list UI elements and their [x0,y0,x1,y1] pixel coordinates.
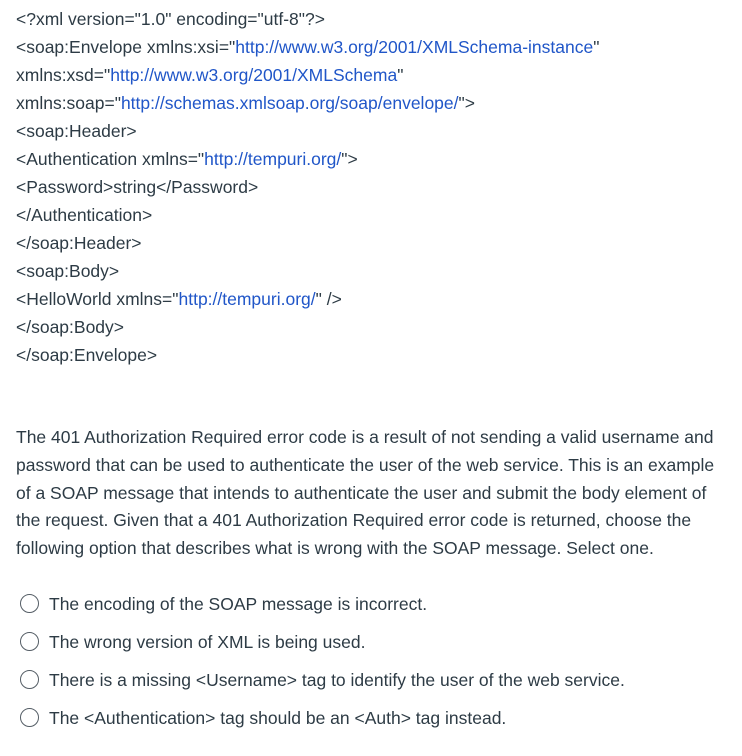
code-line [16,257,731,285]
code-text: " /> [315,289,342,309]
soap-namespace-link[interactable]: http://schemas.xmlsoap.org/soap/envelope/ [120,93,459,113]
xsd-namespace-link[interactable]: http://www.w3.org/2001/XMLSchema [110,65,398,85]
code-line [16,313,731,341]
soap-code-block [16,5,731,369]
code-text: "> [458,93,475,113]
code-text: </soap:Header> [16,233,142,253]
code-text: <HelloWorld xmlns=" [16,289,179,309]
code-text: <soap:Envelope xmlns:xsi=" [16,37,236,57]
code-line [16,173,731,201]
question-content [16,5,731,737]
code-text: <Password>string</Password> [16,177,259,197]
answer-option-label: The <Authentication> tag should be an <Auth> tag instead. [49,707,507,728]
code-text: </soap:Envelope> [16,345,158,365]
code-text: <soap:Body> [16,261,120,281]
code-line [16,5,731,33]
radio-button[interactable] [20,670,39,689]
code-line [16,229,731,257]
answer-option-label: The encoding of the SOAP message is incorrect. [49,593,428,614]
code-line [16,285,731,313]
xsi-namespace-link[interactable]: http://www.w3.org/2001/XMLSchema-instance [235,37,594,57]
code-text: " [593,37,600,57]
code-text: xmlns:xsd=" [16,65,111,85]
code-line [16,117,731,145]
code-text: <?xml version="1.0" encoding="utf-8"?> [16,9,325,29]
answer-option[interactable] [20,623,731,661]
tempuri-link[interactable]: http://tempuri.org/ [204,149,342,169]
tempuri-link[interactable]: http://tempuri.org/ [178,289,316,309]
answer-option-label: The wrong version of XML is being used. [49,631,366,652]
radio-button[interactable] [20,708,39,727]
code-line [16,89,731,117]
code-text: <soap:Header> [16,121,137,141]
code-text: xmlns:soap=" [16,93,121,113]
code-text: </soap:Body> [16,317,124,337]
code-line [16,33,731,61]
answer-option[interactable] [20,661,731,699]
radio-button[interactable] [20,594,39,613]
code-line [16,61,731,89]
code-text: <Authentication xmlns=" [16,149,205,169]
code-line [16,145,731,173]
code-text: " [397,65,404,85]
code-line [16,341,731,369]
answer-option[interactable] [20,699,731,737]
code-line [16,201,731,229]
question-text: The 401 Authorization Required error code is a result of not sending a valid username and password that can be used to authenticate the user of the web service. This is an example of a SOAP message that intends to authenticate the user and submit the body element of the request. Given that a 401 Authorization Required error code is returned, choose the following option that describes what is wrong with the SOAP message. Select one. [16,427,715,559]
radio-button[interactable] [20,632,39,651]
answer-options [20,585,731,737]
answer-option[interactable] [20,585,731,623]
code-text: </Authentication> [16,205,153,225]
answer-option-label: There is a missing <Username> tag to identify the user of the web service. [49,669,625,690]
code-text: "> [341,149,358,169]
